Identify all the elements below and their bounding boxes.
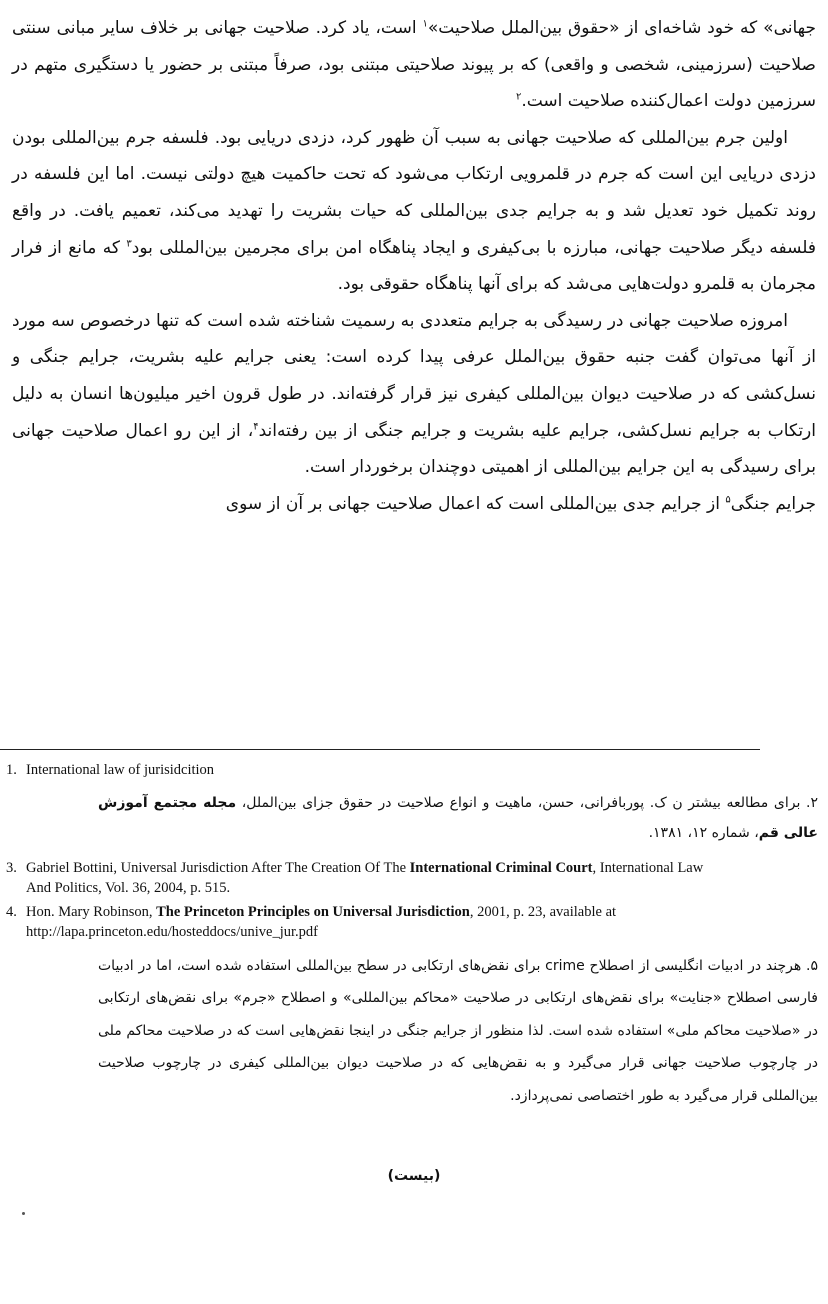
paragraph-3: امروزه صلاحیت جهانی در رسیدگی به جرایم متعددی به رسمیت شناخته شده است که تنها درخصوص سه مورد از آنها می‌توان گفت جنبه حقوق بین‌الملل عرفی پیدا کرده است: یعنی جرایم علیه بشریت، جرایم جنگی و نسل‌کشی که در صلاحیت دیوان بین‌المللی کیفری نیز قرار گرفته‌اند. در طول قرون اخیر میلیون‌ها انسان به دلیل ارتکاب به جرایم نسل‌کشی، جرایم علیه بشریت و جرایم جنگی از بین رفته‌اند$^۴$، از این رو اعمال صلاحیت جهانی برای رسیدگی به این جرایم بین‌المللی از اهمیتی دوچندان برخوردار است.: [12, 310, 816, 478]
princeton-link: , 2001, p. 23, available at http://lapa.princeton.edu/hosteddocs/unive_jur.pdf: [26, 904, 617, 940]
footnote-5: ۵. هرچند در ادبیات انگلیسی از اصطلاح crime برای نقض‌های ارتکابی در سطح بین‌المللی استفاده شده است، اما در ادبیات فارسی اصطلاح «جنایت» برای نقض‌های ارتکابی در صلاحیت «محاکم بین‌المللی» و اصطلاح «جرم» برای نقض‌های ارتکابی در «صلاحیت محاکم ملی» استفاده شده است. لذا منظور از جرایم جنگی در اینجا نقض‌هایی است که در صلاحیت محاکم ملی در چارچوب صلاحیت جهانی قرار می‌گیرد و به نقض‌هایی که در صلاحیت دیوان بین‌المللی کیفری در چارچوب صلاحیت بین‌المللی قرار می‌گیرد به طور اختصاصی نمی‌پردازد.: [98, 958, 818, 1104]
footnote-ref-1[interactable]: ۱: [422, 18, 428, 30]
footnote-2: ۲. برای مطالعه بیشتر ن ک. پوربافرانی، حسن، ماهیت و انواع صلاحیت در حقوق جزای بین‌الملل، مجله مجتمع آموزش عالی قم، شماره ۱۲، ۱۳۸۱.: [98, 795, 818, 841]
footnote-4: 4. Hon. Mary Robinson, The Princeton Principles on Universal Jurisdiction, 2001, p. 23, available at http://lapa.princeton.edu/hosteddocs/unive_jur.pdf: [6, 904, 617, 940]
footnote-divider: [0, 749, 760, 750]
main-body-text: [12, 10, 816, 522]
scan-speck: [22, 1212, 25, 1215]
footnote-ref-5[interactable]: ۵: [725, 494, 731, 506]
footnote-1: 1. International law of jurisidcition: [6, 762, 215, 778]
footnote-3: 3. Gabriel Bottini, Universal Jurisdiction After The Creation Of The International Criminal Court, International Law And Politics, Vol. 36, 2004, p. 515.: [6, 860, 704, 896]
paragraph-1: جهانی» که خود شاخه‌ای از «حقوق بین‌الملل صلاحیت»$^۱$ است، یاد کرد. صلاحیت جهانی بر خلاف سایر مبانی سنتی صلاحیت (سرزمینی، شخصی و واقعی) که بر پیوند صلاحیتی مبتنی بود، صرفاً مبتنی بر حضور یا دستگیری متهم در سرزمین دولت اعمال‌کننده صلاحیت است.$^۲$: [12, 18, 816, 112]
footnote-ref-2[interactable]: ۲: [515, 91, 522, 103]
page-number: (بیست): [387, 1168, 441, 1184]
footnote-ref-4[interactable]: ۴: [253, 420, 259, 432]
footnote-ref-3[interactable]: ۳: [126, 237, 132, 249]
paragraph-2: اولین جرم بین‌المللی که صلاحیت جهانی به سبب آن ظهور کرد، دزدی دریایی بود. فلسفه جرم بین‌المللی بودن دزدی دریایی این است که جرم در قلمرویی ارتکاب می‌شود که تحت حاکمیت هیچ دولتی نیست. اما این فلسفه در روند تکمیل خود تعدیل شد و به جرایم جدی بین‌المللی که حیات بشریت را تهدید می‌کند، تعمیم یافت. در واقع فلسفه دیگر صلاحیت جهانی، مبارزه با بی‌کیفری و ایجاد پناهگاه امن برای مجرمین بین‌المللی بود$^۳$ که مانع از فرار مجرمان به قلمرو دولت‌هایی می‌شد که برای آنها پناهگاه حقوقی بود.: [12, 127, 816, 295]
paragraph-4: جرایم جنگی$^۵$ از جرایم جدی بین‌المللی است که اعمال صلاحیت جهانی بر آن از سوی: [225, 493, 816, 514]
